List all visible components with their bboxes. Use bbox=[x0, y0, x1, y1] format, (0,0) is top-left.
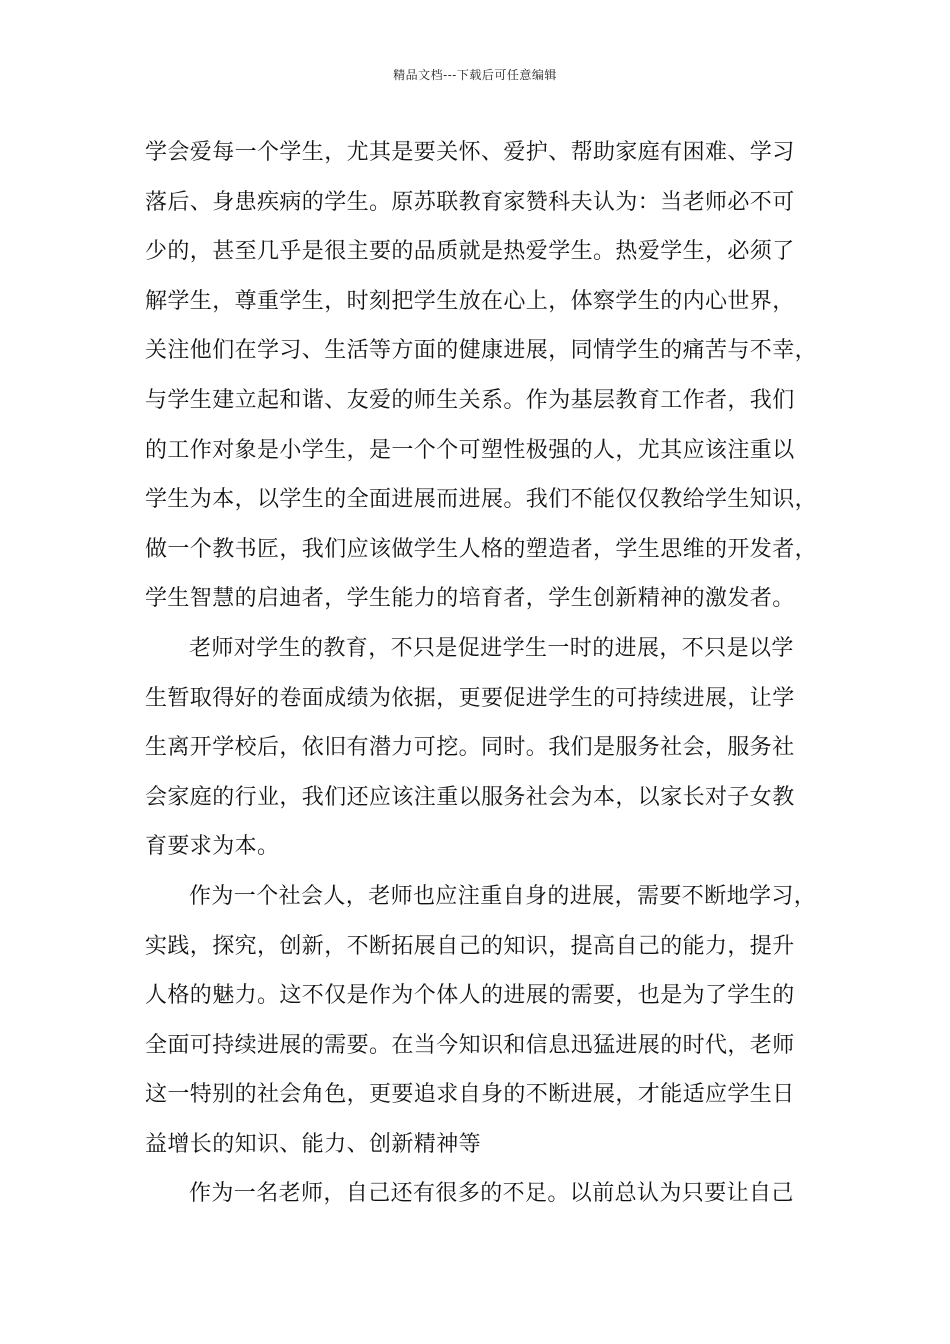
text-line: 全面可持续进展的需要。在当今知识和信息迅猛进展的时代，老师 bbox=[145, 1032, 795, 1058]
paragraph-start-line: 作为一个社会人，老师也应注重自身的进展，需要不断地学习， bbox=[189, 883, 817, 909]
text-line: 这一特别的社会角色，更要追求自身的不断进展，才能适应学生日 bbox=[145, 1082, 795, 1108]
text-line: 与学生建立起和谐、友爱的师生关系。作为基层教育工作者，我们 bbox=[145, 387, 795, 413]
text-line: 生离开学校后，依旧有潜力可挖。同时。我们是服务社会，服务社 bbox=[145, 735, 795, 761]
text-line: 少的，甚至几乎是很主要的品质就是热爱学生。热爱学生，必须了 bbox=[145, 239, 795, 265]
text-line: 学会爱每一个学生，尤其是要关怀、爱护、帮助家庭有困难、学习 bbox=[145, 140, 795, 165]
text-line: 人格的魅力。这不仅是作为个体人的进展的需要，也是为了学生的 bbox=[145, 983, 795, 1009]
text-line: 关注他们在学习、生活等方面的健康进展，同情学生的痛苦与不幸， bbox=[145, 338, 818, 364]
text-line: 做一个教书匠，我们应该做学生人格的塑造者，学生思维的开发者， bbox=[145, 536, 818, 562]
text-line: 的工作对象是小学生，是一个个可塑性极强的人，尤其应该注重以 bbox=[145, 437, 795, 463]
paragraph-start-line: 老师对学生的教育，不只是促进学生一时的进展，不只是以学 bbox=[189, 635, 794, 661]
text-line: 育要求为本。 bbox=[145, 834, 280, 860]
text-line: 会家庭的行业，我们还应该注重以服务社会为本，以家长对子女教 bbox=[145, 784, 795, 810]
text-line: 学生为本，以学生的全面进展而进展。我们不能仅仅教给学生知识， bbox=[145, 487, 818, 513]
paragraph-start-line: 作为一名老师，自己还有很多的不足。以前总认为只要让自己 bbox=[189, 1181, 794, 1207]
page-header: 精品文档---下载后可任意编辑 bbox=[393, 68, 557, 82]
text-line: 益增长的知识、能力、创新精神等 bbox=[145, 1131, 482, 1157]
body-text bbox=[145, 128, 825, 1219]
text-line: 实践，探究，创新，不断拓展自己的知识，提高自己的能力，提升 bbox=[145, 933, 795, 959]
text-line: 落后、身患疾病的学生。原苏联教育家赞科夫认为：当老师必不可 bbox=[145, 189, 795, 215]
text-line: 学生智慧的启迪者，学生能力的培育者，学生创新精神的激发者。 bbox=[145, 586, 795, 612]
text-line: 生暂取得好的卷面成绩为依据，更要促进学生的可持续进展，让学 bbox=[145, 685, 795, 711]
text-line: 解学生，尊重学生，时刻把学生放在心上，体察学生的内心世界， bbox=[145, 288, 795, 314]
